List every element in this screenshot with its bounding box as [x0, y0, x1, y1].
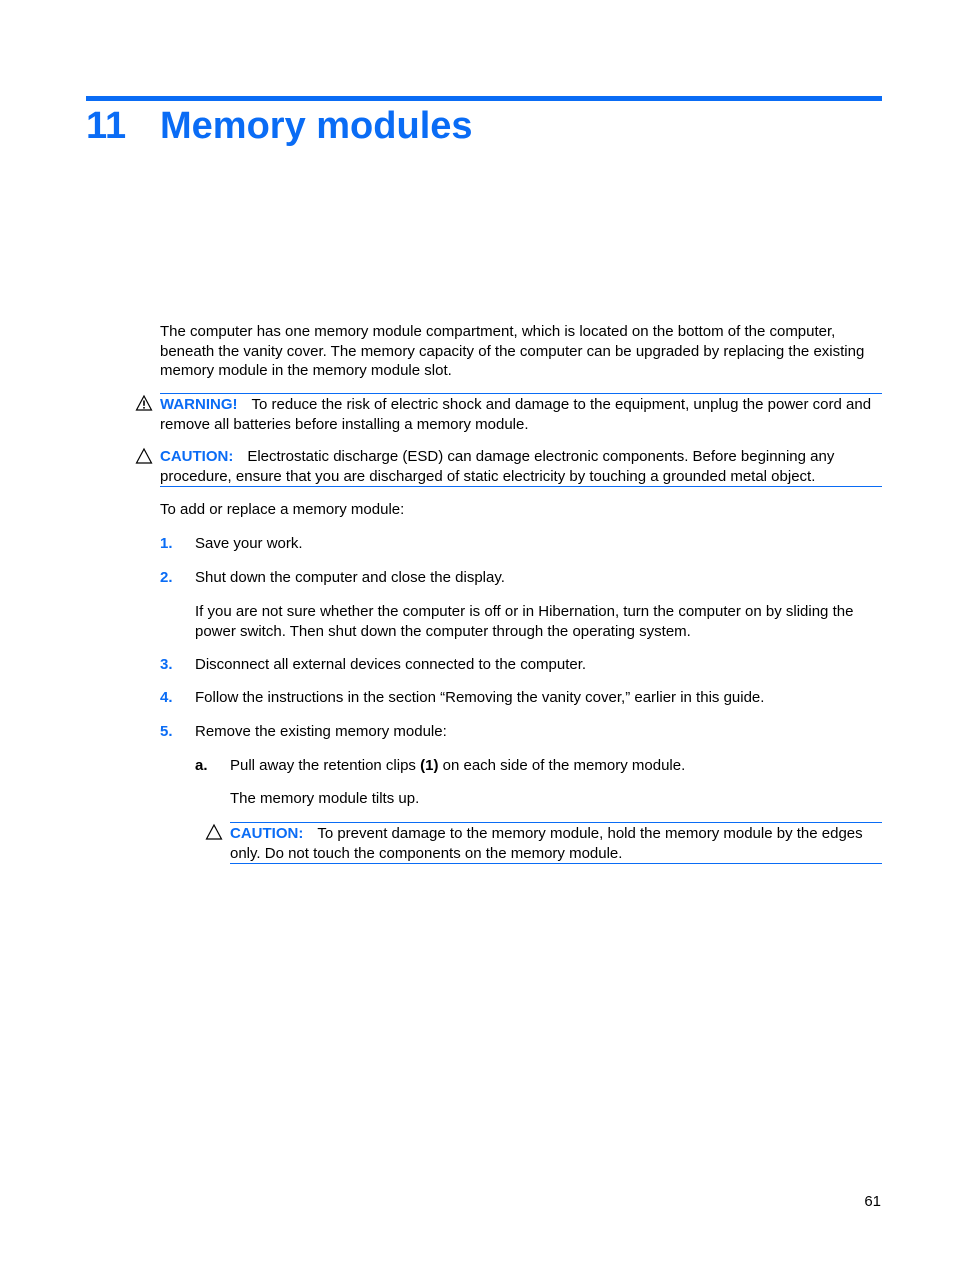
step-number: 4. [160, 689, 173, 706]
substep-text-before: Pull away the retention clips [230, 757, 416, 774]
lead-text: To add or replace a memory module: [160, 501, 405, 518]
page-number: 61 [864, 1193, 881, 1210]
substep-text-after: on each side of the memory module. [442, 757, 686, 774]
step-text: Shut down the computer and close the display. [195, 569, 505, 586]
caution-triangle-icon [205, 823, 223, 841]
step-text: Disconnect all external devices connected to the computer. [195, 656, 587, 673]
step-number: 2. [160, 569, 173, 586]
caution-label: CAUTION: [160, 448, 234, 465]
step-text: Remove the existing memory module: [195, 723, 447, 740]
warning-label: WARNING! [160, 396, 238, 413]
step-number: 3. [160, 656, 173, 673]
notice-group [160, 393, 882, 487]
step-number: 1. [160, 535, 173, 552]
warning-text: To reduce the risk of electric shock and damage to the equipment, unplug the power cord and remove all batteries before installing a memory module. [160, 396, 872, 433]
step-note: If you are not sure whether the computer is off or in Hibernation, turn the computer on by sliding the power switch. Then shut down the computer through the operating system. [195, 603, 854, 640]
substep-note: The memory module tilts up. [230, 790, 420, 807]
step-number: 5. [160, 723, 173, 740]
caution-label: CAUTION: [230, 825, 304, 842]
intro-paragraph: The computer has one memory module compartment, which is located on the bottom of the computer, beneath the vanity cover. The memory capacity of the computer can be upgraded by replacing the existing memory module in the memory module slot. [160, 323, 865, 379]
callout-number: (1) [420, 757, 439, 774]
substep-text [230, 756, 882, 776]
caution-notice [160, 447, 882, 486]
chapter-number: 11 [86, 105, 127, 147]
notice-group [230, 822, 882, 864]
chapter-title [86, 100, 473, 152]
caution-text: To prevent damage to the memory module, hold the memory module by the edges only. Do not touch the components on the memory module. [230, 825, 863, 862]
caution-notice [230, 823, 882, 863]
step-text: Save your work. [195, 535, 303, 552]
chapter-title-text: Memory modules [160, 105, 473, 147]
substep-letter: a. [195, 757, 208, 774]
caution-triangle-icon [135, 447, 153, 465]
caution-text: Electrostatic discharge (ESD) can damage electronic components. Before beginning any procedure, ensure that you are discharged of static electricity by touching a grounded metal object. [160, 448, 835, 485]
warning-triangle-icon [135, 394, 153, 412]
step-text: Follow the instructions in the section “Removing the vanity cover,” earlier in this guide. [195, 689, 765, 706]
warning-notice [160, 394, 882, 434]
